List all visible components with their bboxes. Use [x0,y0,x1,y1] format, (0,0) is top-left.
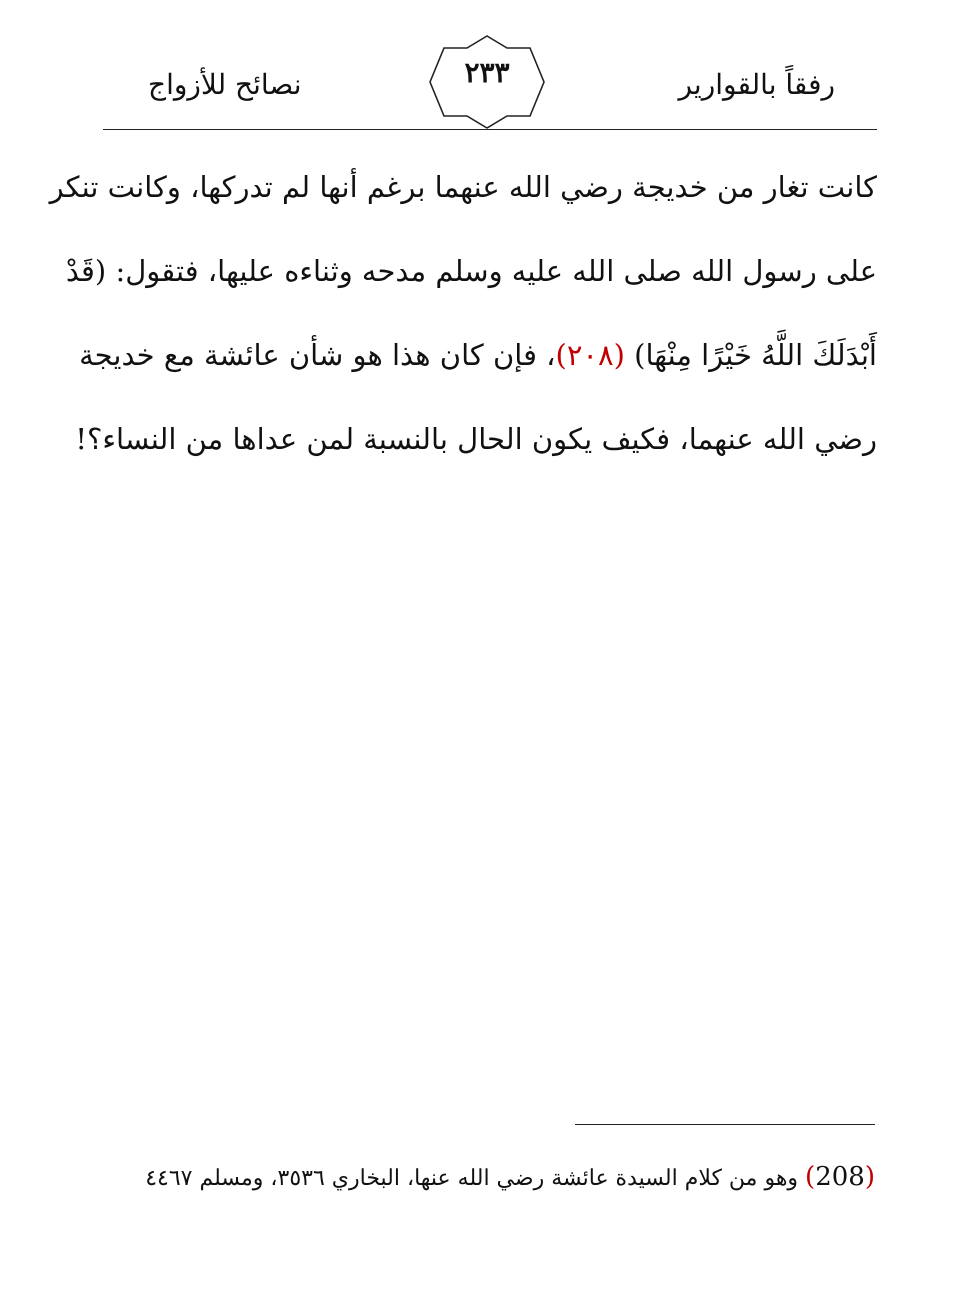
text-line-3 [79,313,877,397]
page-number: ٢٣٣ [464,56,510,89]
footnote: (208) وهو من كلام السيدة عائشة رضي الله عنها، البخاري ٣٥٣٦، ومسلم ٤٤٦٧ [145,1162,875,1192]
footnote-number: 208 [815,1162,865,1192]
main-text [49,145,877,481]
page-number-badge [428,34,546,130]
footnote-ref: (٢٠٨) [555,338,625,372]
header-rule [103,129,877,130]
chapter-title: نصائح للأزواج [148,68,302,101]
text-line-1: كانت تغار من خديجة رضي الله عنهما برغم أنها لم تدركها، وكانت تنكر [49,170,877,204]
page-header [0,0,980,135]
footnote-rule [575,1124,875,1125]
text-line-4: رضي الله عنهما، فكيف يكون الحال بالنسبة لمن عداها من النساء؟! [75,422,877,456]
text-line-3-rest: ، فإن كان هذا هو شأن عائشة مع خديجة [79,338,556,372]
footnote-text: وهو من كلام السيدة عائشة رضي الله عنها، البخاري ٣٥٣٦، ومسلم ٤٤٦٧ [145,1166,799,1191]
text-line-2: على رسول الله صلى الله عليه وسلم مدحه وثناءه عليها، فتقول: (قَدْ [65,254,877,288]
book-title: رفقاً بالقوارير [678,68,835,101]
quran-quote: أَبْدَلَكَ اللَّهُ خَيْرًا مِنْهَا) [634,338,877,372]
